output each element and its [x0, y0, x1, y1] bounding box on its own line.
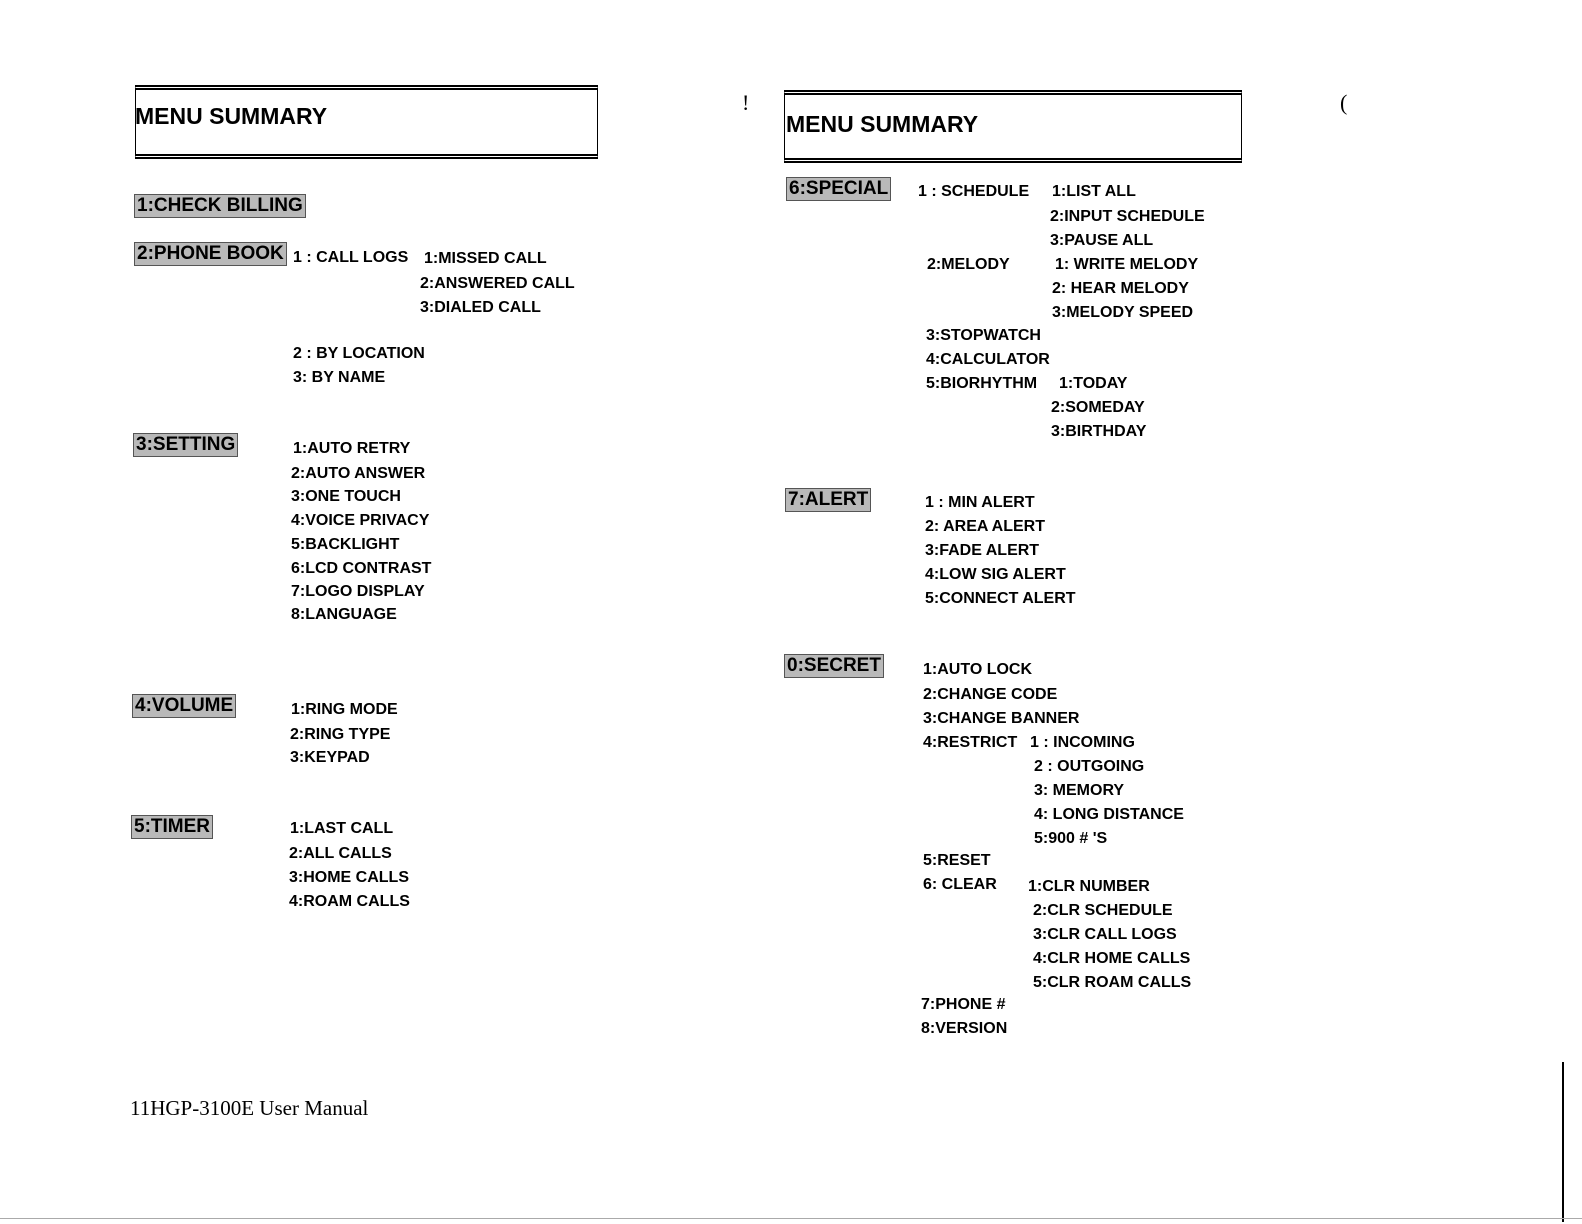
- section-setting: 3:SETTING: [133, 433, 238, 457]
- setting-item: 6:LCD CONTRAST: [291, 560, 432, 577]
- setting-item: 3:ONE TOUCH: [291, 488, 401, 505]
- stray-mark-a: !: [742, 90, 750, 115]
- section-phone-book: 2:PHONE BOOK: [134, 242, 287, 266]
- secret-phone: 7:PHONE #: [921, 996, 1006, 1013]
- call-log-item: 3:DIALED CALL: [420, 299, 541, 316]
- timer-item: 2:ALL CALLS: [289, 845, 392, 862]
- restrict-item: 4: LONG DISTANCE: [1034, 806, 1184, 823]
- clear-item: 5:CLR ROAM CALLS: [1033, 974, 1192, 991]
- secret-item: 2:CHANGE CODE: [923, 686, 1058, 703]
- alert-item: 5:CONNECT ALERT: [925, 590, 1076, 607]
- special-calculator: 4:CALCULATOR: [926, 351, 1050, 368]
- clear-item: 1:CLR NUMBER: [1028, 878, 1150, 895]
- phone-book-call-logs: 1 : CALL LOGS: [293, 249, 409, 266]
- setting-item: 8:LANGUAGE: [291, 606, 397, 623]
- alert-item: 4:LOW SIG ALERT: [925, 566, 1066, 583]
- secret-restrict: 4:RESTRICT: [923, 734, 1018, 751]
- section-alert: 7:ALERT: [785, 488, 871, 512]
- page-bottom-line: [0, 1218, 1582, 1219]
- schedule-item: 1:LIST ALL: [1052, 183, 1136, 200]
- volume-item: 2:RING TYPE: [290, 726, 391, 743]
- footer-manual-title: 11HGP-3100E User Manual: [130, 1096, 369, 1120]
- right-page-title: MENU SUMMARY: [786, 111, 979, 137]
- melody-item: 3:MELODY SPEED: [1052, 304, 1194, 321]
- melody-item: 2: HEAR MELODY: [1052, 280, 1189, 297]
- clear-item: 2:CLR SCHEDULE: [1033, 902, 1173, 919]
- setting-item: 4:VOICE PRIVACY: [291, 512, 430, 529]
- restrict-item: 5:900 # 'S: [1034, 830, 1108, 847]
- alert-item: 3:FADE ALERT: [925, 542, 1040, 559]
- restrict-item: 3: MEMORY: [1034, 782, 1125, 799]
- stray-mark-b: (: [1340, 90, 1348, 115]
- alert-item: 2: AREA ALERT: [925, 518, 1045, 535]
- clear-item: 4:CLR HOME CALLS: [1033, 950, 1191, 967]
- secret-item: 3:CHANGE BANNER: [923, 710, 1080, 727]
- biorhythm-item: 2:SOMEDAY: [1051, 399, 1145, 416]
- secret-version: 8:VERSION: [921, 1020, 1008, 1037]
- special-melody: 2:MELODY: [927, 256, 1010, 273]
- setting-item: 7:LOGO DISPLAY: [291, 583, 425, 600]
- restrict-item: 1 : INCOMING: [1030, 734, 1135, 751]
- setting-item: 2:AUTO ANSWER: [291, 465, 426, 482]
- section-check-billing: 1:CHECK BILLING: [134, 194, 306, 218]
- section-timer: 5:TIMER: [131, 815, 213, 839]
- phone-book-item: 2 : BY LOCATION: [293, 345, 425, 362]
- timer-item: 3:HOME CALLS: [289, 869, 409, 886]
- left-page-title: MENU SUMMARY: [135, 103, 328, 129]
- biorhythm-item: 3:BIRTHDAY: [1051, 423, 1147, 440]
- phone-book-item: 3: BY NAME: [293, 369, 386, 386]
- timer-item: 4:ROAM CALLS: [289, 893, 410, 910]
- page-edge-line: [1562, 1062, 1564, 1222]
- schedule-item: 3:PAUSE ALL: [1050, 232, 1154, 249]
- restrict-item: 2 : OUTGOING: [1034, 758, 1145, 775]
- section-volume: 4:VOLUME: [132, 694, 236, 718]
- secret-clear: 6: CLEAR: [923, 876, 997, 893]
- section-special: 6:SPECIAL: [786, 177, 891, 201]
- biorhythm-item: 1:TODAY: [1059, 375, 1128, 392]
- secret-item: 1:AUTO LOCK: [923, 661, 1033, 678]
- volume-item: 1:RING MODE: [291, 701, 398, 718]
- volume-item: 3:KEYPAD: [290, 749, 370, 766]
- alert-item: 1 : MIN ALERT: [925, 494, 1035, 511]
- call-log-item: 1:MISSED CALL: [424, 250, 547, 267]
- timer-item: 1:LAST CALL: [290, 820, 394, 837]
- special-biorhythm: 5:BIORHYTHM: [926, 375, 1038, 392]
- special-schedule: 1 : SCHEDULE: [918, 183, 1030, 200]
- melody-item: 1: WRITE MELODY: [1055, 256, 1199, 273]
- schedule-item: 2:INPUT SCHEDULE: [1050, 208, 1205, 225]
- special-stopwatch: 3:STOPWATCH: [926, 327, 1041, 344]
- call-log-item: 2:ANSWERED CALL: [420, 275, 575, 292]
- setting-item: 1:AUTO RETRY: [293, 440, 411, 457]
- secret-reset: 5:RESET: [923, 852, 991, 869]
- section-secret: 0:SECRET: [784, 654, 884, 678]
- clear-item: 3:CLR CALL LOGS: [1033, 926, 1177, 943]
- setting-item: 5:BACKLIGHT: [291, 536, 400, 553]
